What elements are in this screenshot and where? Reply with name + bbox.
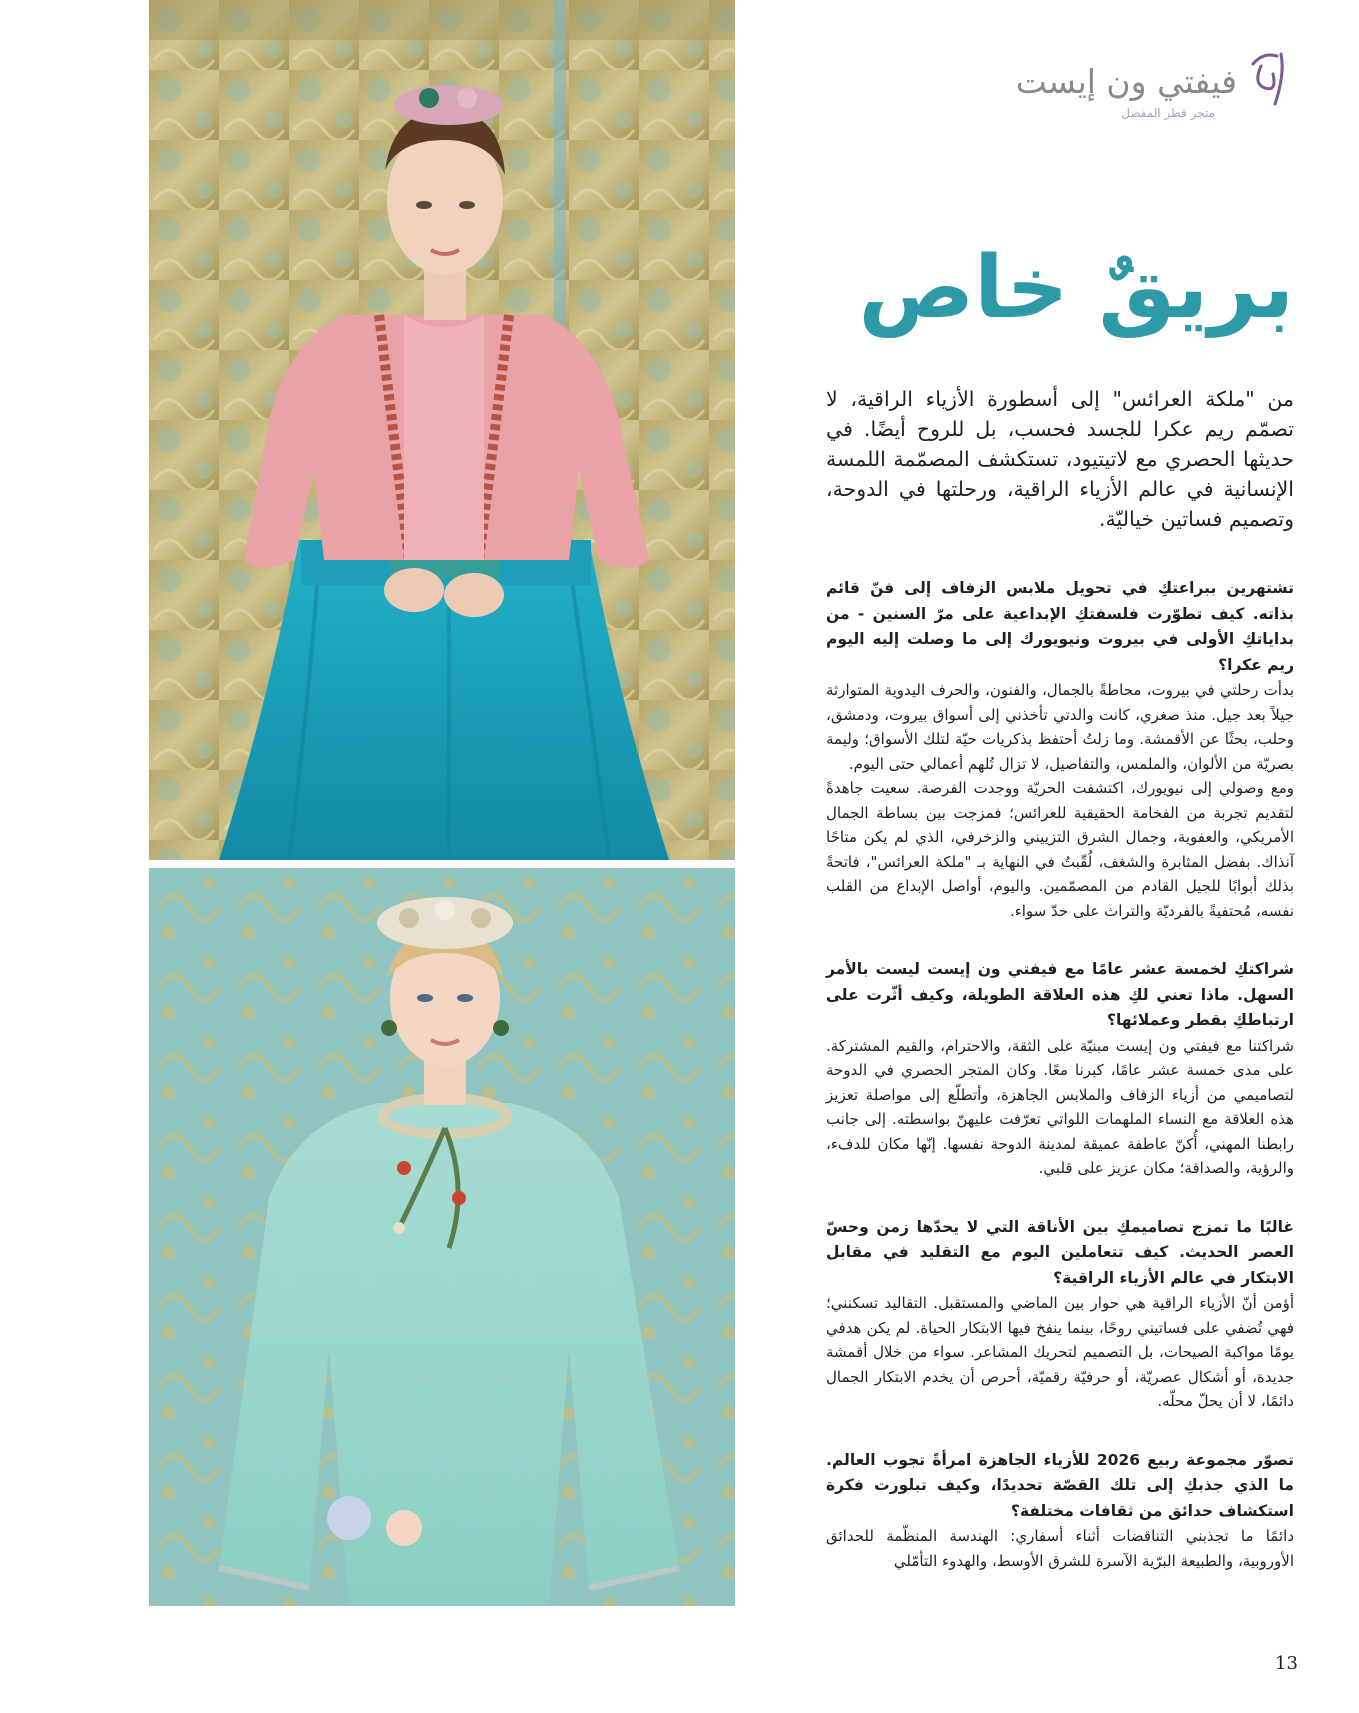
question: شراكتكِ لخمسة عشر عامًا مع فيفتي ون إيست ليست بالأمر السهل. ماذا تعني لكِ هذه العلاقة الطويلة، وكيف أثّرت على ارتباطكِ بقطر وعملائها؟ (826, 960, 1294, 1029)
answer-paragraph: ومع وصولي إلى نيويورك، اكتشفت الحريّة ووجدت الفرصة. سعيت جاهدةً لتقديم تجربة من الفخامة الحقيقية للعرائس؛ فمزجت بين بساطة الجمال الأمريكي، والعفوية، وجمال الشرق التزييني والزخرفي، الذي لم يكن متاحًا آنذاك. بفضل المثابرة والشغف، لُقّبتُ في النهاية بـ "ملكة العرائس"، فاتحةً بذلك أبوابًا للجيل القادم من المصمّمين. واليوم، أواصل الإبداع من القلب نفسه، مُحتفيةً بالفرديّة والتراث على حدّ سواء. (826, 779, 1294, 920)
logo-tagline: متجر قطر المفضل (1121, 106, 1215, 120)
51-monogram-icon (1243, 44, 1295, 110)
article-body (826, 384, 1294, 1607)
question: تصوّر مجموعة ربيع 2026 للأزياء الجاهزة امرأةً تجوب العالم. ما الذي جذبكِ إلى تلك القصّة تحديدًا، وكيف تبلورت فكرة استكشاف حدائق من ثقافات مختلفة؟ (826, 1450, 1294, 1520)
qa-block (826, 957, 1294, 1181)
answer-paragraph: شراكتنا مع فيفتي ون إيست مبنيّة على الثقة، والاحترام، والقيم المشتركة. على مدى خمسة عشر عامًا، كبرنا معًا. وكان المتجر الحصري في الدوحة لتصاميمي من أزياء الزفاف والملابس الجاهزة، وأتطلّع إلى مواصلة تعزيز هذه العلاقة مع النساء الملهمات اللواتي تعرّفت عليهنّ بواسطته. إلى جانب رابطنا المهني، أُكنّ عاطفة عميقة لمدينة الدوحة نفسها. إنّها مكان للدفء، والرؤية، والصداقة؛ مكان عزيز على قلبي. (826, 1036, 1294, 1177)
question: غالبًا ما تمزج تصاميمكِ بين الأناقة التي لا يحدّها زمن وحسّ العصر الحديث. كيف تتعاملين اليوم مع التقليد في مقابل الابتكار في عالم الأزياء الراقية؟ (826, 1217, 1294, 1287)
answer-paragraph: بدأت رحلتي في بيروت، محاطةً بالجمال، والفنون، والحرف اليدوية المتوارثة جيلاً بعد جيل. منذ صغري، كانت والدتي تأخذني إلى أسواق بيروت، ودمشق، وحلب، بحثًا عن الأقمشة. وما زلتُ أحتفظ بذكريات حيّة لتلك الأسواق؛ وليمة بصريّة من الألوان، والملمس، والتفاصيل، لا تزال تُلهم أعمالي حتى اليوم. (826, 681, 1294, 773)
question: تشتهرين ببراعتكِ في تحويل ملابس الزفاف إلى فنّ قائم بذاته. كيف تطوّرت فلسفتكِ الإبداعية على مرّ السنين - من بداياتكِ الأولى في بيروت ونيويورك إلى ما وصلت إليه اليوم ريم عكرا؟ (826, 579, 1294, 674)
answer-paragraph: أؤمن أنّ الأزياء الراقية هي حوار بين الماضي والمستقبل. التقاليد تسكنني؛ فهي تُضفي على فساتيني روحًا، بينما ينفخ فيها الابتكار الحياة. لم يكن هدفي يومًا مواكبة الصيحات، بل التصميم لتحريك المشاعر. سواء من خلال أقمشة جديدة، أو أشكال عصريّة، أو حرفيّة رقميّة، أحرص أن يخدم الابتكار الجمال دائمًا، لا أن يحلّ محلّه. (826, 1294, 1294, 1410)
model-photo-pink-jacket-blue-skirt (149, 0, 735, 860)
page-number: 13 (1275, 1653, 1298, 1674)
logo-name: فيفتي ون إيست (1015, 62, 1237, 101)
qa-block (826, 1215, 1294, 1414)
qa-block (826, 1448, 1294, 1574)
model-photo-aqua-kaftan (149, 868, 735, 1606)
store-logo (990, 44, 1295, 124)
article-intro: من "ملكة العرائس" إلى أسطورة الأزياء الراقية، لا تصمّم ريم عكرا للجسد فحسب، بل للروح أيضًا. في حديثها الحصري مع لاتيتيود، تستكشف المصمّمة اللمسة الإنسانية في عالم الأزياء الراقية، ورحلتها في الدوحة، وتصميم فساتين خياليّة. (826, 387, 1294, 531)
photo-illustration (149, 868, 735, 1606)
photo-illustration (149, 0, 735, 860)
qa-block (826, 576, 1294, 923)
article-title: بريقٌ خاص (858, 238, 1294, 338)
answer-paragraph: دائمًا ما تجذبني التناقضات أثناء أسفاري: الهندسة المنظّمة للحدائق الأوروبية، والطبيعة البرّية الآسرة للشرق الأوسط، والهدوء التأمّلي (826, 1527, 1294, 1570)
